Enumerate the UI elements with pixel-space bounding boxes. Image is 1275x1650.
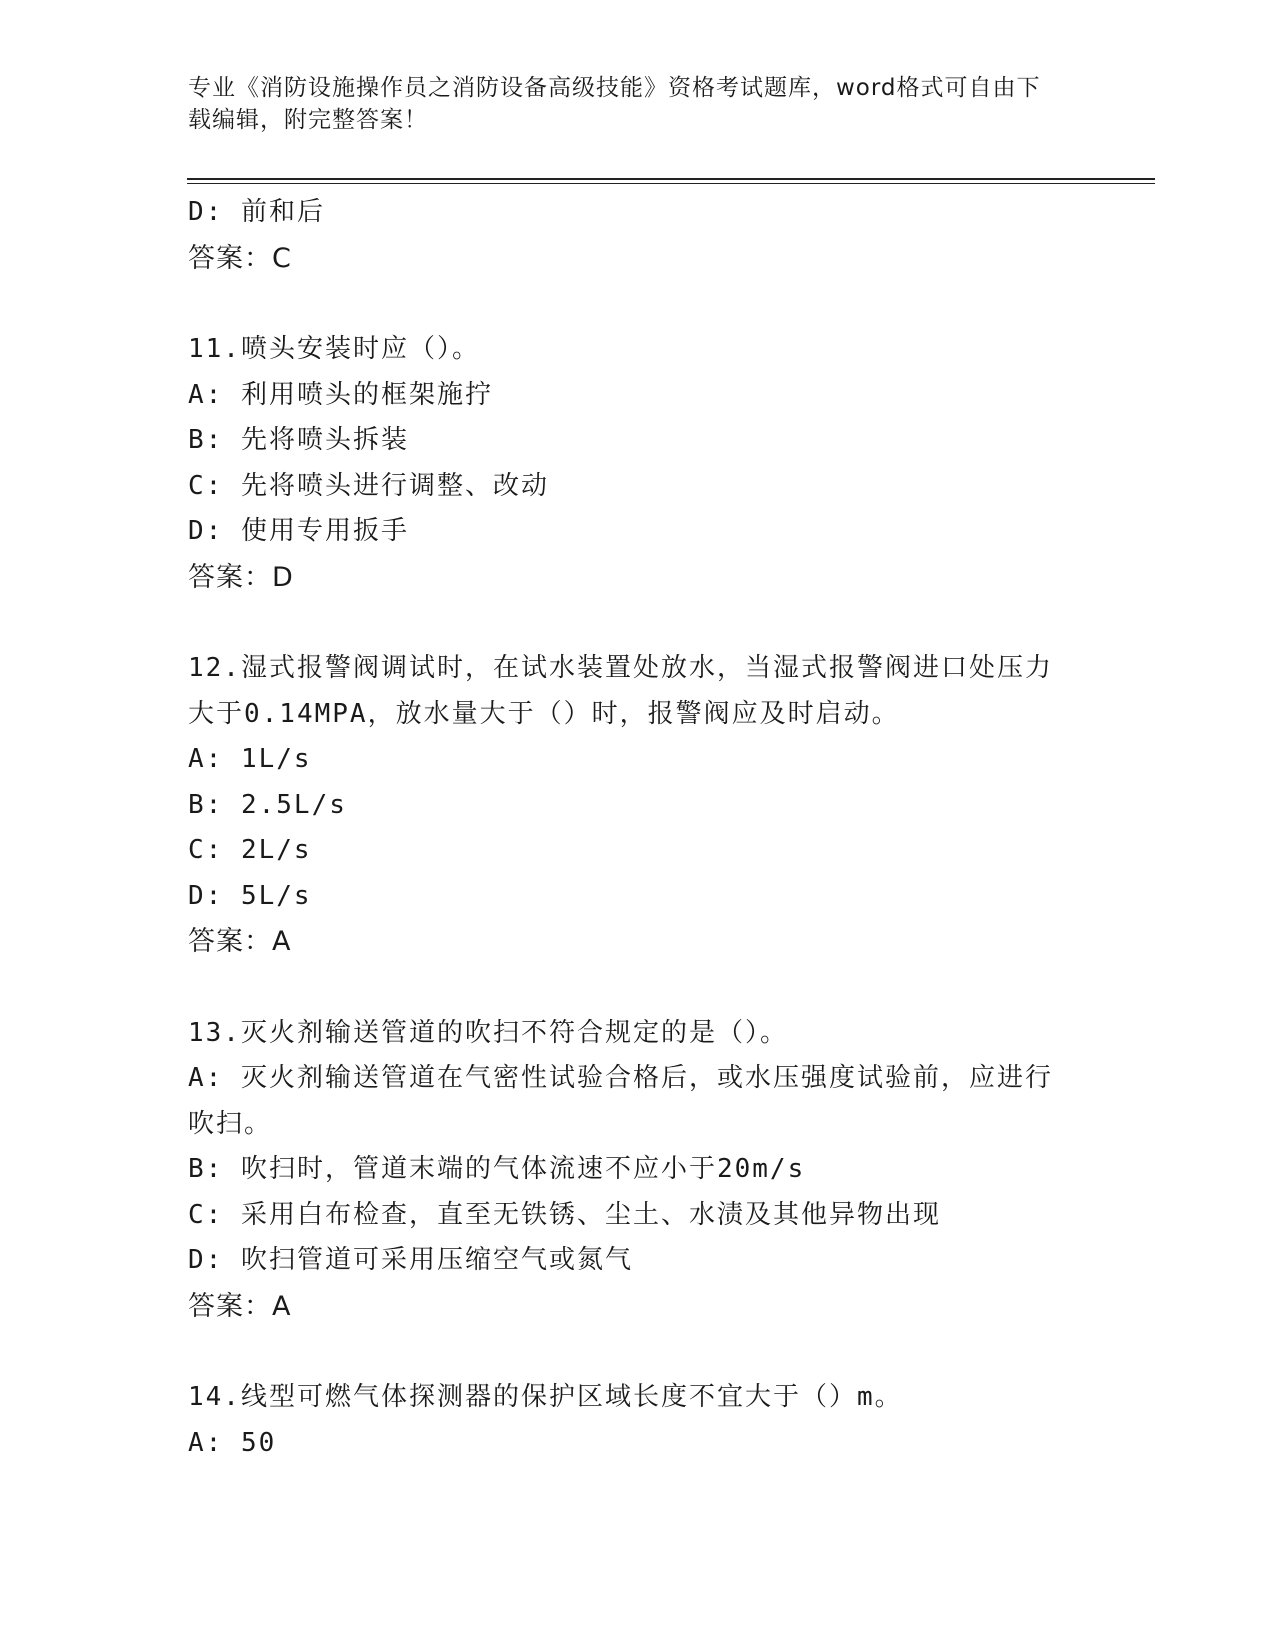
q13-stem: 13.灭火剂输送管道的吹扫不符合规定的是（）。 [188, 1017, 788, 1048]
q10-answer: 答案：C [188, 242, 292, 274]
header-rule-thin [187, 183, 1155, 184]
q13-option-c: C: 采用白布检查，直至无铁锈、尘土、水渍及其他异物出现 [188, 1199, 941, 1230]
q12-stem-line-2: 大于0.14MPA，放水量大于（）时，报警阀应及时启动。 [188, 698, 900, 729]
q10-option-d: D: 前和后 [188, 197, 325, 227]
q12-answer: 答案：A [188, 926, 292, 957]
q13-option-a-line-1: A: 灭火剂输送管道在气密性试验合格后，或水压强度试验前，应进行 [188, 1063, 1053, 1093]
q12-stem-line-1: 12.湿式报警阀调试时，在试水装置处放水，当湿式报警阀进口处压力 [188, 653, 1053, 683]
q13-answer: 答案：A [188, 1290, 292, 1322]
document-header [188, 72, 1078, 136]
header-rule-thick [187, 178, 1155, 180]
q13-option-a-line-2: 吹扫。 [188, 1108, 273, 1139]
q13-option-d: D: 吹扫管道可采用压缩空气或氮气 [188, 1245, 633, 1275]
header-line-1: 专业《消防设施操作员之消防设备高级技能》资格考试题库，word格式可自由下 [188, 75, 1041, 101]
question-list [188, 190, 1088, 1466]
q11-answer: 答案：D [188, 561, 294, 593]
q12-option-d: D: 5L/s [188, 880, 312, 911]
q11-stem: 11.喷头安装时应（）。 [188, 334, 480, 364]
q12-option-a: A: 1L/s [188, 744, 312, 774]
q12-option-c: C: 2L/s [188, 835, 312, 865]
header-line-2: 载编辑，附完整答案！ [188, 107, 428, 133]
q11-option-c: C: 先将喷头进行调整、改动 [188, 470, 549, 501]
q14-option-a: A: 50 [188, 1427, 277, 1458]
q12-option-b: B: 2.5L/s [188, 789, 347, 820]
q14-stem: 14.线型可燃气体探测器的保护区域长度不宜大于（）m。 [188, 1382, 903, 1412]
q11-option-d: D: 使用专用扳手 [188, 516, 409, 546]
q11-option-a: A: 利用喷头的框架施拧 [188, 379, 493, 410]
q11-option-b: B: 先将喷头拆装 [188, 425, 409, 455]
q13-option-b: B: 吹扫时，管道末端的气体流速不应小于20m/s [188, 1154, 806, 1184]
